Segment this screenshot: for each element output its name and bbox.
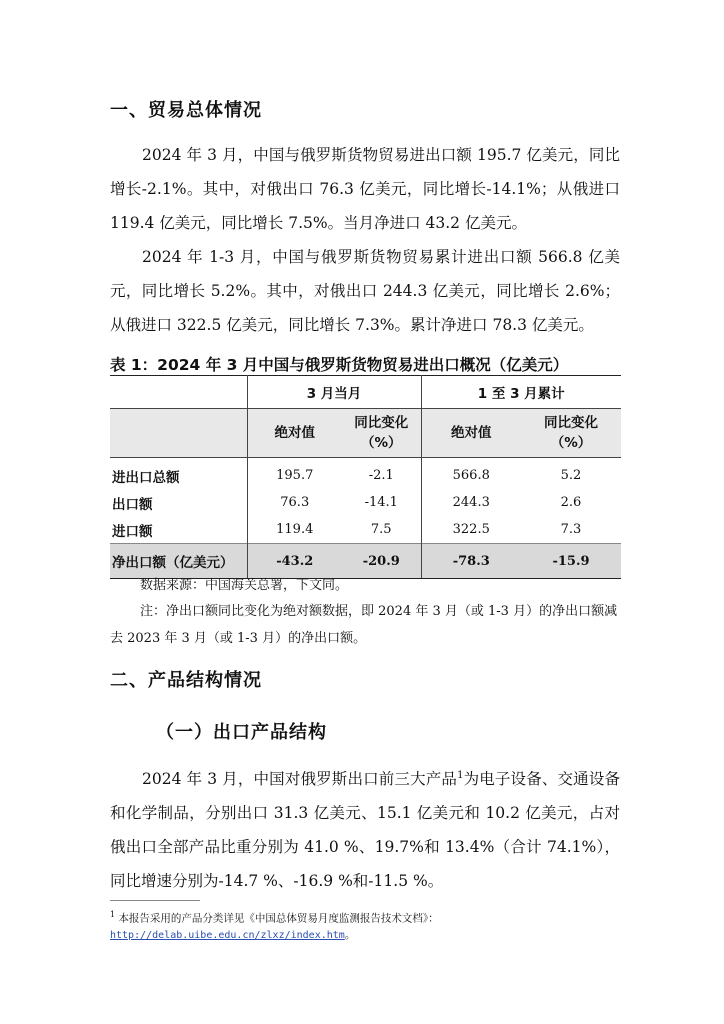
table-row <box>110 458 621 490</box>
header-q1-yoy: 同比变化 （%） <box>521 409 621 458</box>
section-heading-product-structure: 二、产品结构情况 <box>110 670 262 691</box>
row-label: 进口额 <box>110 516 247 544</box>
cell-q1-abs: 244.3 <box>452 495 490 510</box>
footnote-divider <box>110 900 200 901</box>
cell-march-yoy: -14.1 <box>342 489 421 516</box>
cell-q1-abs: -78.3 <box>421 544 521 579</box>
net-export-note: 注：净出口额同比变化为绝对额数据，即 2024 年 3 月（或 1-3 月）的净出口额减去 2023 年 3 月（或 1-3 月）的净出口额。 <box>110 604 618 646</box>
footnote-mark: 1 <box>110 910 116 919</box>
header-group-march: 3 月当月 <box>247 376 421 409</box>
cell-march-abs: 76.3 <box>280 495 310 510</box>
cell-march-abs: 195.7 <box>276 468 314 483</box>
cell-q1-yoy: 2.6 <box>560 495 582 510</box>
table-corner <box>110 376 247 409</box>
table-corner-sub <box>110 409 247 458</box>
footnote-reference[interactable]: 1 <box>457 770 464 781</box>
cell-q1-yoy: 7.3 <box>560 522 582 537</box>
cell-march-abs: 119.4 <box>276 522 314 537</box>
footnote-link[interactable]: http://delab.uibe.edu.cn/zlxz/index.htm <box>110 929 345 941</box>
header-march-yoy: 同比变化 （%） <box>342 409 421 458</box>
cell-q1-abs: 322.5 <box>452 522 490 537</box>
cell-q1-yoy: 5.2 <box>560 468 582 483</box>
table-row <box>110 516 621 544</box>
paragraph-q1-trade: 2024 年 1-3 月，中国与俄罗斯货物贸易累计进出口额 566.8 亿美元，同比增长 5.2%。其中，对俄出口 244.3 亿美元，同比增长 2.6%；从俄进口 322.5 亿美元，同比增长 7.3%。累计净进口 78.3 亿美元。 <box>110 248 620 334</box>
cell-q1-yoy: -15.9 <box>521 544 621 579</box>
header-q1-abs: 绝对值 <box>421 409 521 458</box>
table-row <box>110 489 621 516</box>
row-label: 出口额 <box>110 489 247 516</box>
row-label: 进出口总额 <box>110 458 247 490</box>
cell-march-yoy: -2.1 <box>342 458 421 490</box>
cell-q1-abs: 566.8 <box>452 468 490 483</box>
trade-summary-table <box>110 375 621 579</box>
footnote-text: 本报告采用的产品分类详见《中国总体贸易月度监测报告技术文档》： <box>118 912 439 925</box>
cell-march-yoy: -20.9 <box>342 544 421 579</box>
section-heading-overall-trade: 一、贸易总体情况 <box>110 100 262 121</box>
cell-march-yoy: 7.5 <box>342 516 421 544</box>
footnote: $^1$ 本报告采用的产品分类详见《中国总体贸易月度监测报告技术文档》： http://delab.uibe.edu.cn/zlxz/index.htm。 <box>110 910 439 941</box>
header-march-abs: 绝对值 <box>247 409 342 458</box>
paragraph-export-products: 2024 年 3 月，中国对俄罗斯出口前三大产品$^1$为电子设备、交通设备和化学制品，分别出口 31.3 亿美元、15.1 亿美元和 10.2 亿美元，占对俄出口全部产品比重分别为 41.0 %、19.7%和 13.4%（合计 74.1%），同比增速分别为-14.7 %、-16.9 %和-11.5 %。 <box>110 770 620 891</box>
header-group-q1: 1 至 3 月累计 <box>421 376 621 409</box>
paragraph-march-trade: 2024 年 3 月，中国与俄罗斯货物贸易进出口额 195.7 亿美元，同比增长-2.1%。其中，对俄出口 76.3 亿美元，同比增长-14.1%；从俄进口 119.4 亿美元，同比增长 7.5%。当月净进口 43.2 亿美元。 <box>110 146 620 232</box>
data-source-note: 数据来源：中国海关总署，下文同。 <box>140 578 349 593</box>
table-caption: 表 1：2024 年 3 月中国与俄罗斯货物贸易进出口概况（亿美元） <box>110 356 569 374</box>
row-label: 净出口额（亿美元） <box>110 544 247 579</box>
subsection-heading-export-products: （一）出口产品结构 <box>156 722 327 743</box>
cell-march-abs: -43.2 <box>247 544 342 579</box>
